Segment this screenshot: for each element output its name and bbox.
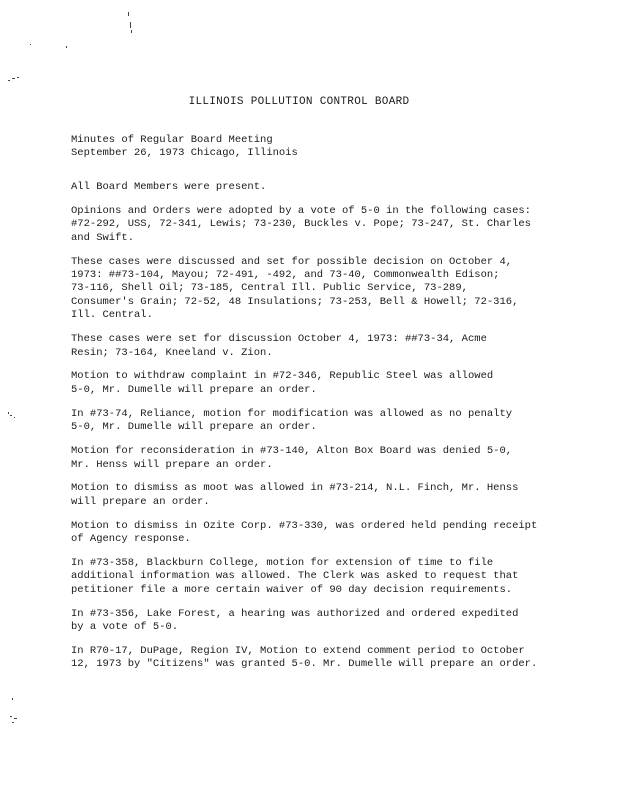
paragraph-blackburn-extension: In #73-358, Blackburn College, motion for extension of time to file additional information was allowed. The Clerk was asked to request that petitioner file a more certain waiver of 90 day decision requirements. <box>71 557 519 596</box>
document-title: ILLINOIS POLLUTION CONTROL BOARD <box>188 96 410 108</box>
paragraph-dupage-comment-period: In R70-17, DuPage, Region IV, Motion to extend comment period to October 12, 1973 by "Citizens" was granted 5-0. Mr. Dumelle will prepare an order. <box>71 645 538 671</box>
paragraph-lake-forest-hearing: In #73-356, Lake Forest, a hearing was authorized and ordered expedited by a vote of 5-0. <box>71 607 519 634</box>
header-line-2: September 26, 1973 Chicago, Illinois <box>71 147 298 159</box>
paragraph-cases-discussed: These cases were discussed and set for possible decision on October 4, 1973: ##73-104, Mayou; 72-491, -492, and 73-40, Commonwealth Edison; 73-116, Shell Oil; 73-185, Central Ill. Public Service, 73-289, Consumer's Grain; 72-52, 48 Insulations; 73-253, Bell & Howell; 72-316, Ill. Central. <box>71 255 519 322</box>
paragraph-reconsideration: Motion for reconsideration in #73-140, Alton Box Board was denied 5-0, Mr. Henss will prepare an order. <box>71 445 513 471</box>
paragraph-opinions-adopted: Opinions and Orders were adopted by a vote of 5-0 in the following cases: #72-292, USS, 72-341, Lewis; 73-230, Buckles v. Pope; 73-247, St. Charles and Swift. <box>71 204 531 244</box>
paragraph-reliance-modification: In #73-74, Reliance, motion for modification was allowed as no penalty 5-0, Mr. Dumelle will prepare an order. <box>71 407 513 434</box>
meeting-header <box>71 134 298 160</box>
paragraph-cases-set-discussion: These cases were set for discussion October 4, 1973: ##73-34, Acme Resin; 73-164, Kneeland v. Zion. <box>71 333 487 359</box>
paragraph-withdraw-complaint: Motion to withdraw complaint in #72-346, Republic Steel was allowed 5-0, Mr. Dumelle will prepare an order. <box>71 370 494 396</box>
paragraph-dismiss-moot: Motion to dismiss as moot was allowed in #73-214, N.L. Finch, Mr. Henss will prepare an order. <box>71 482 519 508</box>
paragraph-attendance: All Board Members were present. <box>71 181 267 193</box>
minutes-body <box>71 181 541 682</box>
paragraph-ozite-dismiss: Motion to dismiss in Ozite Corp. #73-330, was ordered held pending receipt of Agency response. <box>71 519 538 546</box>
header-line-1: Minutes of Regular Board Meeting <box>71 134 273 146</box>
